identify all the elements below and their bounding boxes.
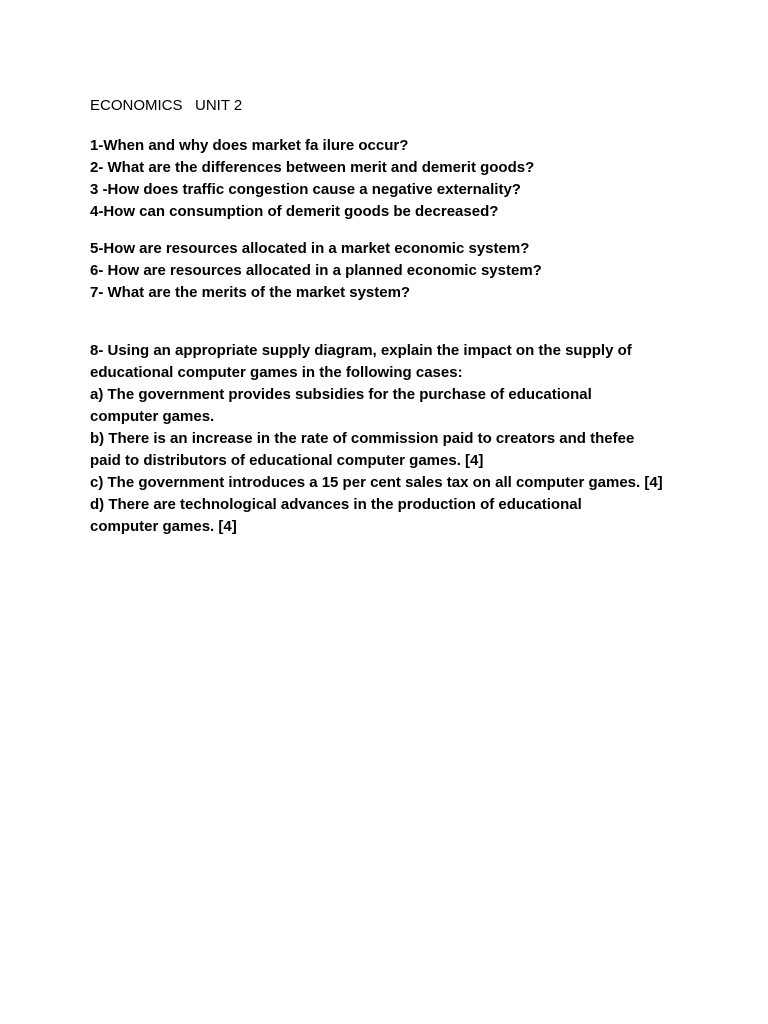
question-line: computer games. (90, 408, 215, 425)
question-line: computer games. [4] (90, 518, 237, 535)
spacer (90, 304, 700, 340)
question-line: 4-How can consumption of demerit goods be decreased? (90, 203, 499, 220)
document-title: ECONOMICS UNIT 2 (90, 97, 243, 114)
question-line: 6- How are resources allocated in a planned economic system? (90, 262, 542, 279)
question-line: 7- What are the merits of the market system? (90, 284, 411, 301)
question-line: paid to distributors of educational computer games. [4] (90, 452, 484, 469)
question-group-3 (90, 340, 700, 538)
question-line: 8- Using an appropriate supply diagram, explain the impact on the supply of (90, 342, 632, 359)
question-group-2 (90, 238, 700, 304)
question-line: 1-When and why does market fa ilure occur? (90, 137, 409, 154)
question-line: d) There are technological advances in the production of educational (90, 496, 582, 513)
question-line: 5-How are resources allocated in a market economic system? (90, 240, 530, 257)
question-line: educational computer games in the following cases: (90, 364, 463, 381)
question-line: b) There is an increase in the rate of commission paid to creators and thefee (90, 430, 635, 447)
question-line: c) The government introduces a 15 per cent sales tax on all computer games. [4] (90, 474, 663, 491)
question-line: a) The government provides subsidies for the purchase of educational (90, 386, 592, 403)
question-line: 3 -How does traffic congestion cause a negative externality? (90, 181, 521, 198)
spacer (90, 223, 700, 238)
question-line: 2- What are the differences between merit and demerit goods? (90, 159, 535, 176)
question-group-1 (90, 135, 700, 223)
document-content (90, 95, 700, 538)
